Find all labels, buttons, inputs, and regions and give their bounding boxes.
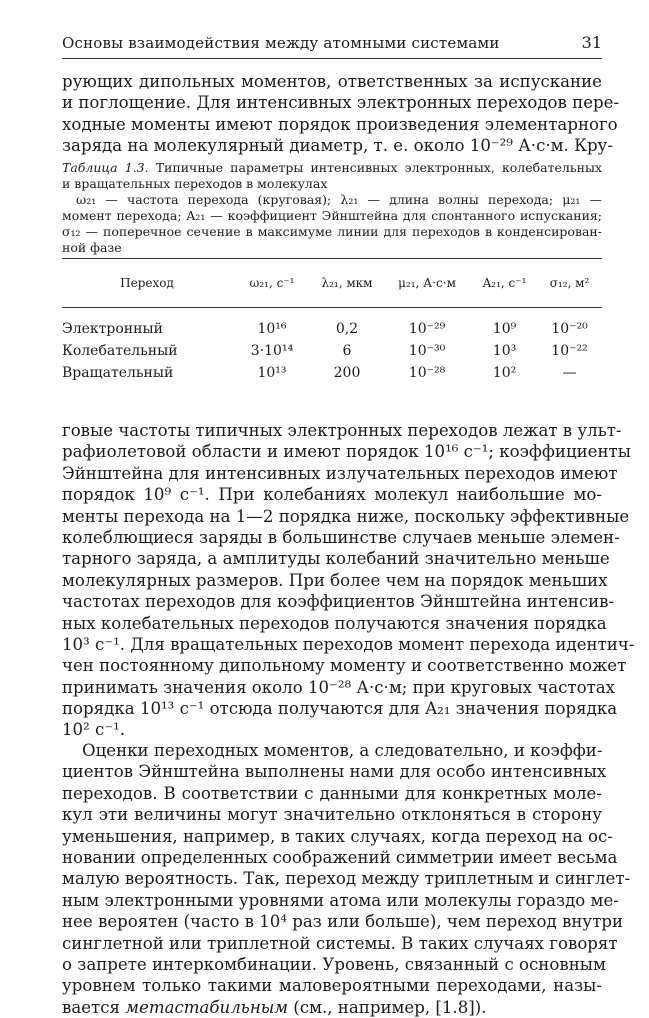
table-cell: 10⁻²⁹ — [408, 321, 446, 337]
caption-title: Типичные параметры интенсивных электронных, колебательных — [148, 160, 603, 175]
text-line: ных колебательных переходов получаются значения порядка — [62, 613, 607, 633]
text-line: циентов Эйнштейна выполнены нами для особо интенсивных — [62, 762, 607, 782]
paragraph-bottom — [62, 740, 631, 1018]
table-cell: 0,2 — [335, 321, 359, 337]
caption-label: Таблица 1.3. — [62, 160, 149, 175]
running-header — [62, 32, 602, 59]
table-cell: 10¹⁶ — [257, 321, 287, 337]
text-line: Оценки переходных моментов, а следовательно, и коэффи- — [82, 741, 603, 760]
table-cell: 10⁻²² — [551, 343, 588, 359]
text-line: частотах переходов для коэффициентов Эйнштейна интенсив- — [62, 592, 615, 612]
text-line: 10³ с⁻¹. Для вращательных переходов момент перехода идентич- — [62, 634, 635, 654]
text-line: заряда на молекулярный диаметр, т. е. около 10⁻²⁹ А·с·м. Кру- — [62, 136, 613, 156]
text-line: рафиолетовой области и имеют порядок 10¹⁶ с⁻¹; коэффициенты — [62, 442, 631, 462]
table-cell: 10³ — [492, 343, 517, 359]
table-cell: 10⁹ — [492, 321, 517, 337]
text-fragment: вается — [62, 997, 126, 1017]
text-line: о запрете интеркомбинации. Уровень, связанный с основным — [62, 954, 606, 974]
running-title: Основы взаимодействия между атомными системами — [62, 34, 500, 52]
text-line: 10² с⁻¹. — [62, 720, 126, 740]
table-cell: 10⁻³⁰ — [408, 343, 446, 359]
legend-line: σ₁₂ — поперечное сечение в максимуме линии для переходов в конденсирован- — [62, 224, 602, 239]
legend-line: ной фазе — [62, 240, 122, 255]
table-cell: 10¹³ — [257, 365, 287, 381]
column-header: λ₂₁, мкм — [312, 259, 382, 308]
text-line: принимать значения около 10⁻²⁸ А·с·м; при круговых частотах — [62, 677, 615, 697]
text-line: нее вероятен (часто в 10⁴ раз или больше), чем переход внутри — [62, 912, 624, 932]
column-header: μ₂₁, А·с·м — [382, 259, 472, 308]
italic-term: метастабильным — [125, 997, 289, 1017]
text-line: малую вероятность. Так, переход между триплетным и синглет- — [62, 869, 631, 889]
text-line: переходов. В соответствии с данными для конкретных моле- — [62, 783, 602, 803]
text-line: говые частоты типичных электронных переходов лежат в ульт- — [62, 421, 622, 440]
column-header: A₂₁, с⁻¹ — [472, 259, 537, 308]
text-line: уменьшения, например, в таких случаях, когда переход на ос- — [62, 826, 613, 846]
table-row — [62, 340, 602, 362]
text-line: и поглощение. Для интенсивных электронных переходов пере- — [62, 93, 620, 113]
table-cell: 6 — [342, 343, 352, 359]
table-cell: — — [562, 365, 577, 381]
text-line: кул эти величины могут значительно отклоняться в сторону — [62, 805, 602, 825]
table-cell: Вращательный — [62, 365, 174, 381]
column-header: Переход — [62, 259, 232, 308]
text-line: уровнем только такими маловероятными переходами, назы- — [62, 976, 602, 996]
text-line: порядок 10⁹ с⁻¹. При колебаниях молекул наибольшие мо- — [62, 485, 602, 505]
caption-line — [62, 160, 602, 176]
table-cell: 3·10¹⁴ — [250, 343, 294, 359]
text-line: новании определенных соображений симметрии имеет весьма — [62, 847, 618, 867]
table-cell: Электронный — [62, 321, 163, 337]
table-cell: 10⁻²⁸ — [408, 365, 446, 381]
caption-line: и вращательных переходов в молекулах — [62, 176, 328, 191]
table-row — [62, 308, 602, 341]
text-line: молекулярных размеров. При более чем на порядок меньших — [62, 570, 608, 590]
text-line: ным электронными уровнями атома или молекулы гораздо ме- — [62, 890, 619, 910]
column-header: ω₂₁, с⁻¹ — [232, 259, 312, 308]
text-fragment: (см., например, [1.8]). — [288, 997, 487, 1017]
legend-line: момент перехода; A₂₁ — коэффициент Эйнштейна для спонтанного испускания; — [62, 208, 602, 223]
table-cell: Колебательный — [62, 343, 178, 359]
table-row — [62, 362, 602, 384]
text-line: синглетной или триплетной системы. В таких случаях говорят — [62, 933, 618, 953]
table-header-row — [62, 259, 602, 308]
paragraph-top — [62, 71, 620, 157]
table-cell: 200 — [333, 365, 361, 381]
parameters-table — [62, 258, 602, 384]
text-line: Эйнштейна для интенсивных излучательных переходов имеют — [62, 463, 618, 483]
text-line: тарного заряда, а амплитуды колебаний значительно меньше — [62, 549, 610, 569]
text-line: чен постоянному дипольному моменту и соответственно может — [62, 656, 627, 676]
text-line: порядка 10¹³ с⁻¹ отсюда получаются для A₂₁ значения порядка — [62, 699, 618, 719]
column-header: σ₁₂, м² — [537, 259, 602, 308]
legend-line: ω₂₁ — частота перехода (круговая); λ₂₁ — длина волны перехода; μ₂₁ — — [76, 192, 602, 207]
text-line: ходные моменты имеют порядок произведения элементарного — [62, 114, 618, 134]
text-line: рующих дипольных моментов, ответственных за испускание — [62, 72, 602, 91]
text-line: колеблющиеся заряды в большинстве случаев меньше элемен- — [62, 527, 620, 547]
text-line: менты перехода на 1—2 порядка ниже, поскольку эффективные — [62, 506, 630, 526]
page-number: 31 — [581, 33, 602, 52]
paragraph-mid — [62, 420, 635, 741]
table-caption — [62, 160, 602, 256]
table-cell: 10² — [492, 365, 517, 381]
table-cell: 10⁻²⁰ — [551, 321, 588, 337]
